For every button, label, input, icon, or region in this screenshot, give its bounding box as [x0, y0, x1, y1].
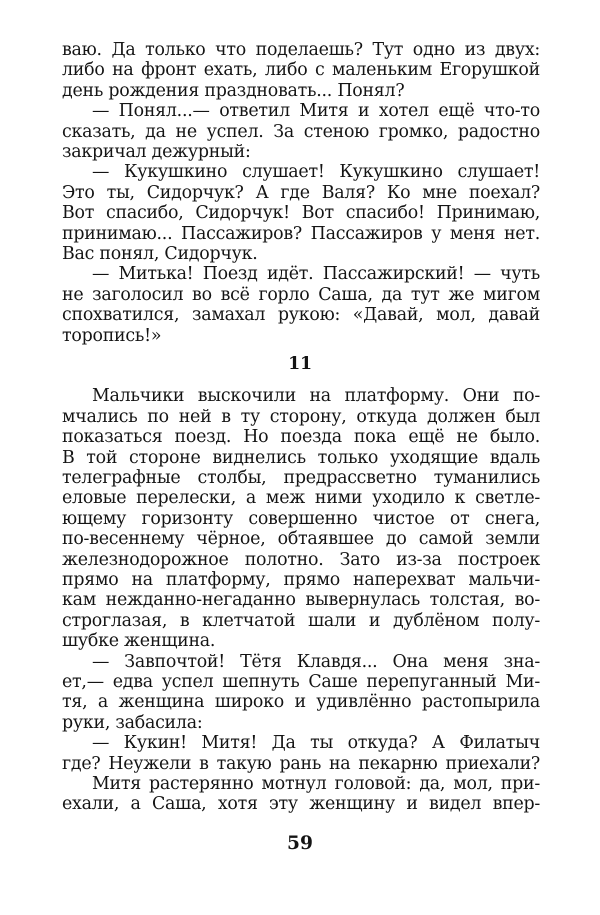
- text-line: строглазая, в клетчатой шали и дублёном полу-: [62, 610, 540, 631]
- text-line: Вас понял, Сидорчук.: [62, 244, 258, 264]
- text-line: ваю. Да только что поделаешь? Тут одно из двух:: [62, 40, 540, 60]
- text-line: Митя растерянно мотнул головой: да, мол, при-: [92, 774, 540, 794]
- text-line: либо на фронт ехать, либо с маленьким Егорушкой: [62, 60, 540, 81]
- text-line: — Понял...— ответил Митя и хотел ещё что-то: [92, 101, 540, 122]
- text-line: ет,— едва успел шепнуть Саше перепуганный Ми-: [62, 672, 540, 692]
- text-line: — Кукушкино слушает! Кукушкино слушает!: [92, 162, 540, 183]
- text-line: показаться поезд. Но поезда пока ещё не было.: [62, 427, 540, 448]
- text-line: закричал дежурный:: [62, 142, 251, 162]
- text-line: день рождения праздновать... Понял?: [62, 80, 405, 101]
- text-line: В той стороне виднелись только уходящие вдаль: [62, 447, 540, 468]
- text-line: шубке женщина.: [62, 631, 216, 652]
- text-line: принимаю... Пассажиров? Пассажиров у меня нет.: [62, 223, 540, 244]
- text-line: железнодорожное полотно. Зато из-за построек: [62, 549, 540, 570]
- text-line: торопись!»: [62, 325, 162, 346]
- chapter-number: 11: [288, 354, 312, 374]
- text-line: ехали, а Саша, хотя эту женщину и видел впер-: [62, 794, 540, 815]
- page-number: 59: [287, 832, 313, 854]
- text-line: прямо на платформу, прямо наперехват мальчи-: [62, 570, 540, 590]
- text-line: спохватился, замахал рукою: «Давай, мол, давай: [62, 305, 540, 326]
- text-line: сказать, да не успел. За стеною громко, радостно: [62, 121, 540, 142]
- text-line: ющему горизонту совершенно чистое от снега,: [62, 508, 540, 529]
- text-line: не заголосил во всё горло Саша, да тут же мигом: [62, 284, 540, 305]
- text-line: телеграфные столбы, предрассветно туманились: [62, 468, 540, 488]
- text-line: тя, а женщина широко и удивлённо растопырила: [62, 692, 540, 713]
- text-line: — Митька! Поезд идёт. Пассажирский! — чуть: [92, 264, 540, 285]
- text-line: по-весеннему чёрное, обтаявшее до самой земли: [62, 529, 540, 550]
- text-line: Вот спасибо, Сидорчук! Вот спасибо! Принимаю,: [62, 203, 540, 224]
- text-line: Это ты, Сидорчук? А где Валя? Ко мне поехал?: [62, 182, 540, 203]
- text-line: Мальчики выскочили на платформу. Они по-: [92, 386, 540, 407]
- text-line: мчались по ней в ту сторону, откуда должен был: [62, 406, 540, 427]
- text-line: — Кукин! Митя! Да ты откуда? А Филатыч: [92, 733, 540, 754]
- text-line: еловые перелески, а меж ними уходило к светле-: [62, 488, 540, 509]
- text-line: руки, забасила:: [62, 712, 203, 733]
- text-line: где? Неужели в такую рань на пекарню приехали?: [62, 753, 540, 774]
- text-line: — Завпочтой! Тётя Клавдя... Она меня зна-: [92, 651, 540, 672]
- text-line: кам нежданно-негаданно вывернулась толстая, во-: [62, 590, 540, 611]
